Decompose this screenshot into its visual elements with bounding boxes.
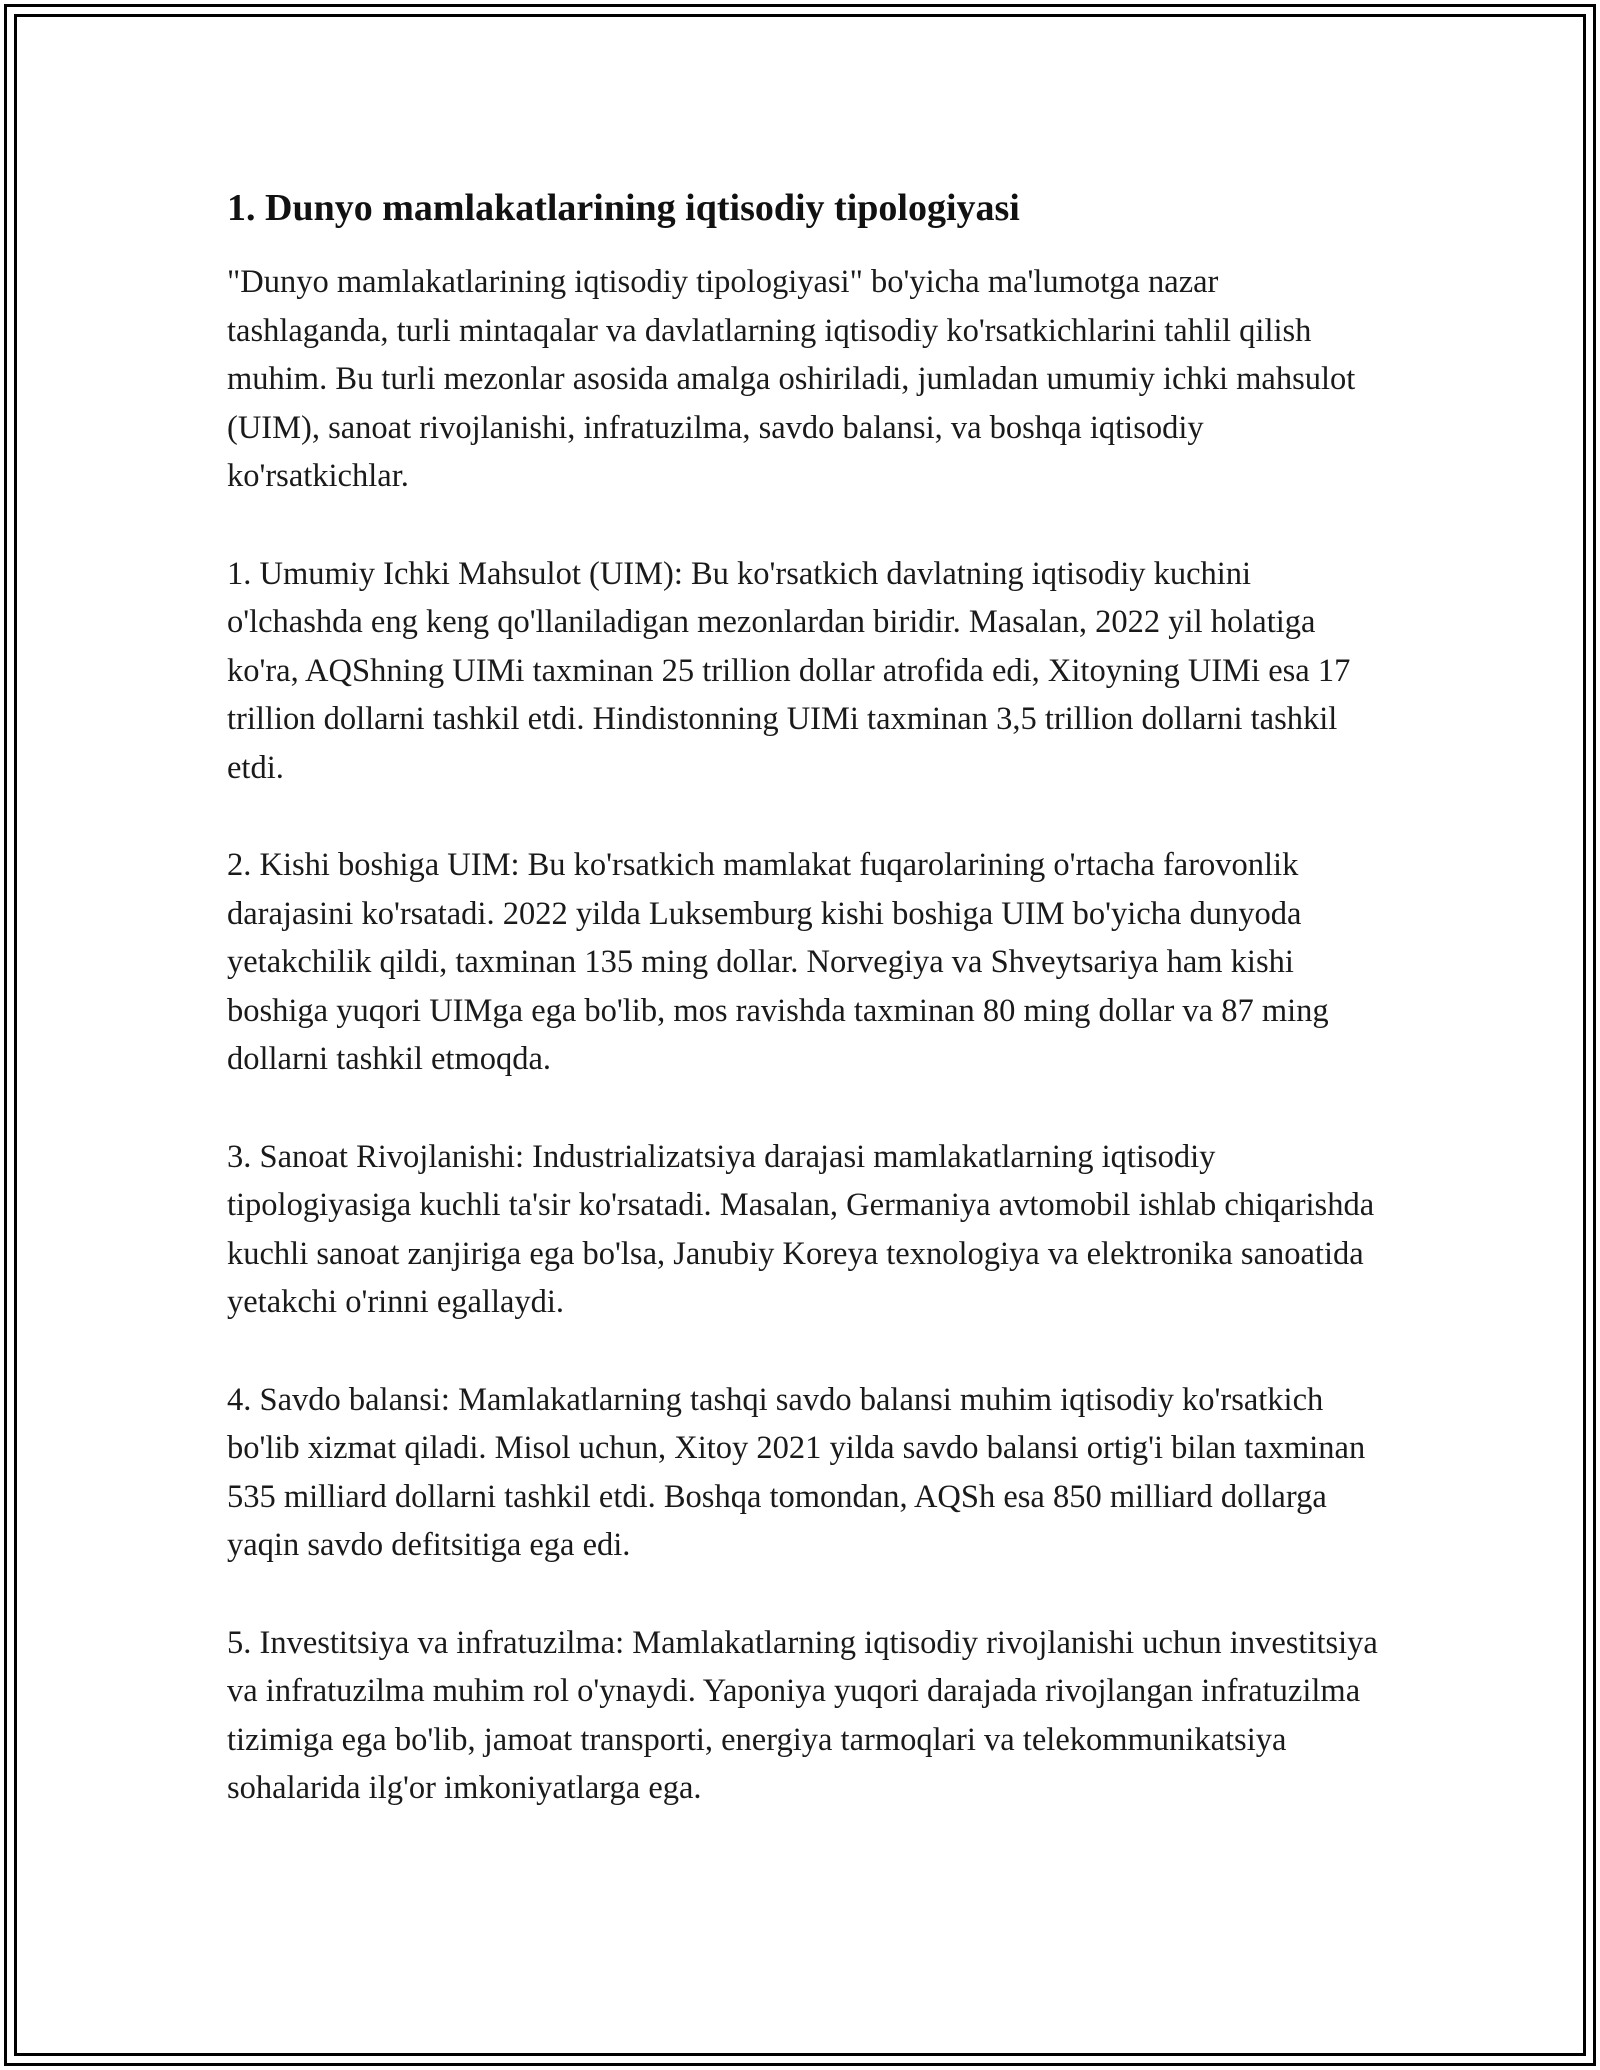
- paragraph-industrial-development: 3. Sanoat Rivojlanishi: Industrializatsiya darajasi mamlakatlarning iqtisodiy tipologiyasiga kuchli ta'sir ko'rsatadi. Masalan, Germaniya avtomobil ishlab chiqarishda kuchli sanoat zanjiriga ega bo'lsa, Janubiy Koreya texnologiya va elektronika sanoatida yetakchi o'rinni egallaydi.: [227, 1138, 1375, 1320]
- intro-paragraph: "Dunyo mamlakatlarining iqtisodiy tipologiyasi" bo'yicha ma'lumotga nazar tashlaganda, turli mintaqalar va davlatlarning iqtisodiy ko'rsatkichlarini tahlil qilish muhim. Bu turli mezonlar asosida amalga oshiriladi, jumladan umumiy ichki mahsulot (UIM), sanoat rivojlanishi, infratuzilma, savdo balansi, va boshqa iqtisodiy ko'rsatkichlar.: [227, 264, 1356, 494]
- paragraph-investment-infrastructure: 5. Investitsiya va infratuzilma: Mamlakatlarning iqtisodiy rivojlanishi uchun investitsiya va infratuzilma muhim rol o'ynaydi. Yaponiya yuqori darajada rivojlangan infratuzilma tizimiga ega bo'lib, jamoat transporti, energiya tarmoqlari va telekommunikatsiya sohalarida ilg'or imkoniyatlarga ega.: [227, 1624, 1378, 1806]
- paragraph-trade-balance: 4. Savdo balansi: Mamlakatlarning tashqi savdo balansi muhim iqtisodiy ko'rsatkich bo'lib xizmat qiladi. Misol uchun, Xitoy 2021 yilda savdo balansi ortig'i bilan taxminan 535 milliard dollarni tashkil etdi. Boshqa tomondan, AQSh esa 850 milliard dollarga yaqin savdo defitsitiga ega edi.: [227, 1381, 1366, 1563]
- document-title: 1. Dunyo mamlakatlarining iqtisodiy tipologiyasi: [227, 187, 1020, 229]
- paragraph-gdp-per-capita: 2. Kishi boshiga UIM: Bu ko'rsatkich mamlakat fuqarolarining o'rtacha farovonlik darajasini ko'rsatadi. 2022 yilda Luksemburg kishi boshiga UIM bo'yicha dunyoda yetakchilik qildi, taxminan 135 ming dollar. Norvegiya va Shveytsariya ham kishi boshiga yuqori UIMga ega bo'lib, mos ravishda taxminan 80 ming dollar va 87 ming dollarni tashkil etmoqda.: [227, 847, 1329, 1077]
- paragraph-gdp: 1. Umumiy Ichki Mahsulot (UIM): Bu ko'rsatkich davlatning iqtisodiy kuchini o'lchashda eng keng qo'llaniladigan mezonlardan biridir. Masalan, 2022 yil holatiga ko'ra, AQShning UIMi taxminan 25 trillion dollar atrofida edi, Xitoyning UIMi esa 17 trillion dollarni tashkil etdi. Hindistonning UIMi taxminan 3,5 trillion dollarni tashkil etdi.: [227, 555, 1351, 786]
- document-body: [227, 183, 1387, 1862]
